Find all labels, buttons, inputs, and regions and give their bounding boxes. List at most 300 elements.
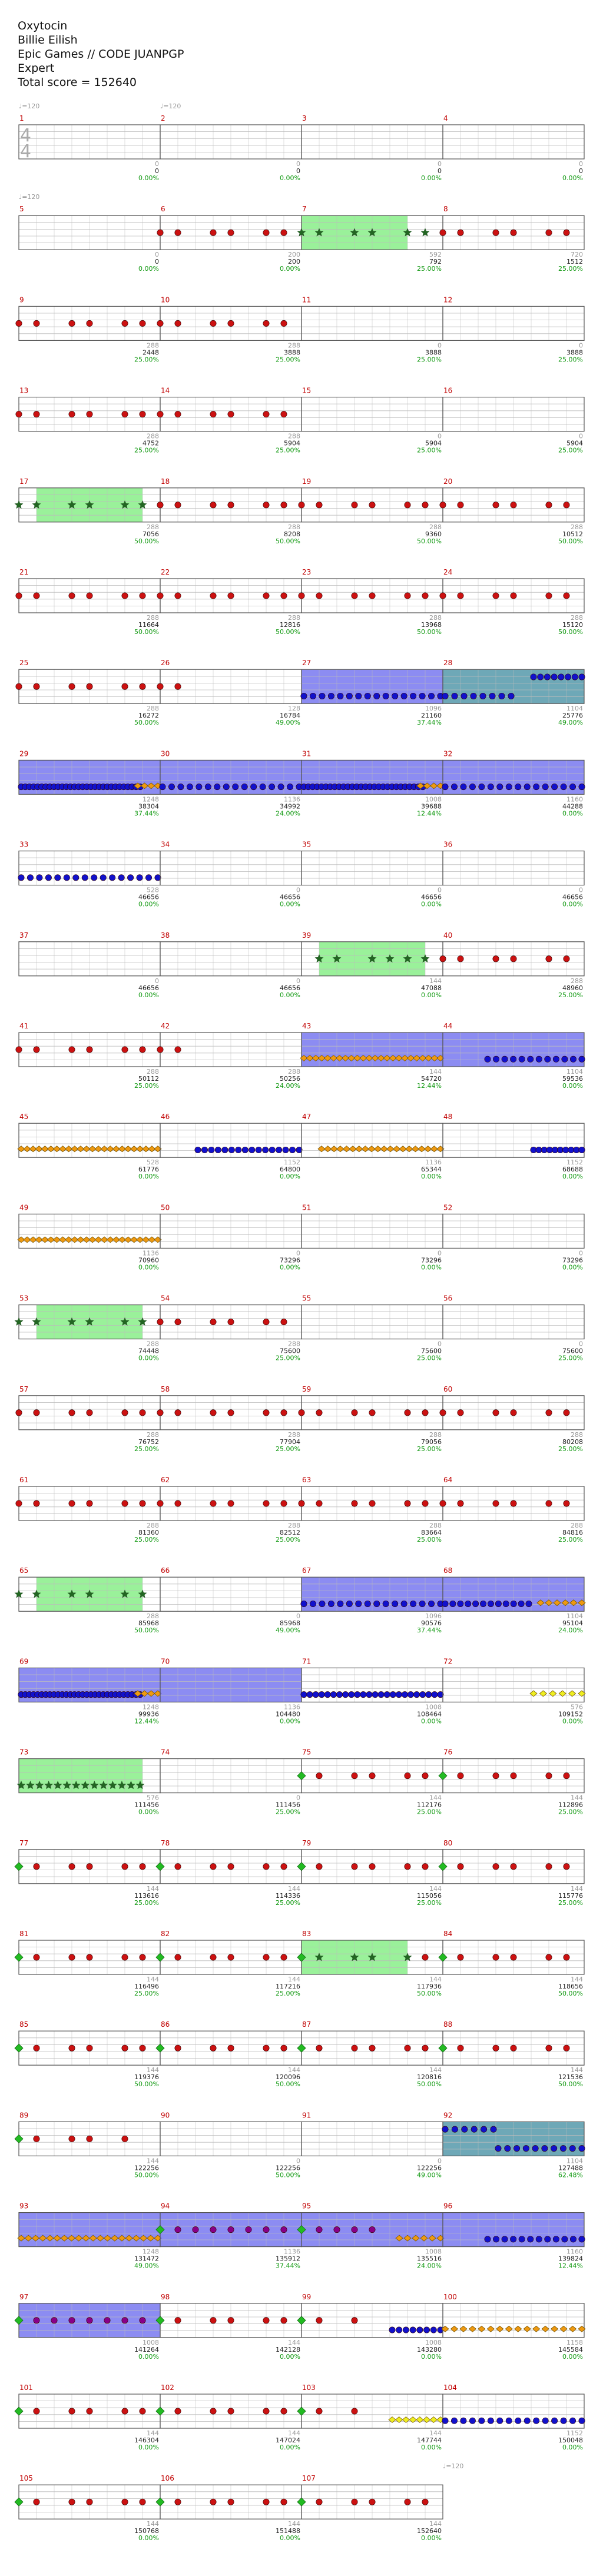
note-b	[569, 784, 575, 789]
overdrive-percent: 25.00%	[276, 446, 300, 454]
note-r	[210, 593, 216, 599]
measure-score: 1096	[425, 1612, 442, 1621]
note-r	[263, 230, 269, 235]
cumulative-score: 142128	[276, 2345, 300, 2353]
note-r	[157, 593, 163, 599]
note-b	[515, 784, 521, 789]
note-b	[208, 1147, 214, 1153]
note-r	[263, 502, 269, 508]
note-r	[458, 2045, 463, 2051]
cumulative-score: 77904	[280, 1438, 300, 1446]
overdrive-percent: 25.00%	[276, 1808, 300, 1816]
note-r	[69, 1501, 75, 1506]
overdrive-percent: 0.00%	[138, 174, 159, 182]
note-b	[579, 2145, 585, 2151]
note-b	[250, 784, 256, 789]
note-r	[87, 320, 92, 326]
note-r	[175, 1501, 181, 1506]
note-b	[579, 1147, 585, 1153]
measure-score: 288	[288, 1522, 300, 1529]
note-r	[493, 956, 499, 962]
note-r	[546, 1772, 552, 1778]
measure-number: 26	[161, 659, 170, 668]
note-p	[122, 2318, 128, 2323]
measure-number: 59	[302, 1385, 312, 1393]
measure-number: 73	[19, 1748, 29, 1757]
note-r	[458, 230, 463, 235]
note-g	[15, 1953, 23, 1961]
note-r	[34, 411, 39, 417]
measure-number: 100	[443, 2292, 457, 2301]
overdrive-percent: 50.00%	[134, 628, 159, 636]
measure-score: 0	[296, 1612, 300, 1621]
note-r	[16, 320, 22, 326]
note-b	[452, 693, 458, 699]
note-r	[228, 1954, 234, 1960]
note-b	[488, 1601, 493, 1606]
note-r	[564, 1954, 569, 1960]
cumulative-score: 34992	[280, 802, 300, 811]
note-b	[127, 875, 133, 881]
note-b	[407, 1691, 413, 1697]
note-b	[570, 2236, 576, 2242]
time-signature-numerator: 4	[20, 125, 32, 146]
measure-score: 144	[147, 2429, 159, 2437]
overdrive-percent: 25.00%	[417, 356, 442, 364]
note-b	[499, 693, 505, 699]
note-b	[460, 2418, 466, 2424]
measure-score: 0	[296, 886, 300, 894]
measure-score: 1152	[566, 2429, 583, 2437]
note-g	[297, 2316, 306, 2325]
note-g	[156, 1953, 164, 1961]
measure-number: 39	[302, 931, 312, 940]
note-r	[157, 1047, 163, 1053]
note-b	[337, 1601, 343, 1606]
measure-number: 15	[302, 386, 312, 395]
note-p	[316, 2226, 322, 2232]
note-r	[175, 1864, 181, 1870]
measure-score: 144	[288, 1976, 300, 1983]
note-r	[440, 502, 446, 508]
note-g	[439, 2044, 447, 2052]
overdrive-percent: 0.00%	[280, 1717, 300, 1725]
overdrive-percent: 12.44%	[417, 1082, 442, 1090]
note-r	[316, 502, 322, 508]
total-score-value: 152640	[94, 76, 137, 89]
note-g	[15, 2044, 23, 2052]
cumulative-score: 47088	[421, 984, 442, 992]
note-r	[210, 1410, 216, 1416]
note-p	[193, 2226, 198, 2232]
cumulative-score: 75600	[562, 1347, 583, 1355]
overdrive-percent: 0.00%	[421, 991, 442, 999]
measure-number: 55	[302, 1294, 312, 1303]
cumulative-score: 48960	[562, 984, 583, 992]
overdrive-percent: 0.00%	[421, 174, 442, 182]
note-r	[16, 1047, 22, 1053]
note-r	[175, 2408, 181, 2414]
measure-number: 106	[161, 2474, 174, 2483]
measure-number: 10	[161, 296, 170, 304]
note-b	[160, 784, 165, 789]
note-b	[168, 784, 174, 789]
cumulative-score: 111456	[276, 1801, 300, 1809]
note-r	[140, 1047, 145, 1053]
measure-number: 85	[19, 2020, 29, 2029]
overdrive-percent: 37.44%	[417, 719, 442, 727]
cumulative-score: 118656	[558, 1983, 583, 1990]
note-r	[263, 593, 269, 599]
note-b	[503, 1601, 509, 1606]
note-y	[559, 1691, 566, 1697]
note-r	[228, 1319, 234, 1324]
note-r	[564, 1864, 569, 1870]
note-r	[69, 320, 75, 326]
note-b	[356, 693, 362, 699]
overdrive-percent: 62.48%	[558, 2171, 583, 2179]
overdrive-percent: 0.00%	[421, 1173, 442, 1181]
note-r	[352, 502, 357, 508]
note-r	[122, 683, 128, 689]
measure-score: 0	[296, 977, 300, 985]
note-r	[140, 683, 145, 689]
note-b	[222, 1147, 228, 1153]
note-r	[157, 1319, 163, 1324]
note-b	[145, 875, 151, 881]
note-r	[281, 1501, 287, 1506]
cumulative-score: 99936	[138, 1710, 159, 1718]
cumulative-score: 8208	[284, 530, 300, 538]
measure-score: 288	[288, 1340, 300, 1348]
overdrive-percent: 25.00%	[558, 991, 583, 999]
overdrive-percent: 25.00%	[276, 1536, 300, 1543]
measure-number: 45	[19, 1113, 29, 1121]
measure-number: 8	[443, 205, 448, 214]
cumulative-score: 104480	[276, 1710, 300, 1718]
cumulative-score: 5904	[566, 439, 583, 447]
note-r	[228, 502, 234, 508]
overdrive-percent: 25.00%	[558, 356, 583, 364]
cumulative-score: 0	[579, 167, 583, 175]
measure-score: 1008	[425, 2248, 442, 2256]
note-r	[228, 320, 234, 326]
note-r	[405, 1501, 410, 1506]
measure-score: 144	[429, 977, 442, 985]
note-b	[354, 1691, 360, 1697]
note-d	[462, 2126, 468, 2132]
note-r	[546, 1410, 552, 1416]
note-b	[178, 784, 184, 789]
note-b	[356, 1601, 362, 1606]
cumulative-score: 117936	[417, 1983, 442, 1990]
cumulative-score: 7056	[143, 530, 159, 538]
note-b	[528, 1056, 534, 1062]
note-r	[34, 320, 39, 326]
note-r	[352, 1410, 357, 1416]
measure-score: 592	[429, 251, 442, 259]
note-b	[488, 784, 493, 789]
note-b	[442, 784, 448, 789]
measure-score: 1136	[425, 1158, 442, 1167]
note-r	[352, 1772, 357, 1778]
note-r	[263, 2499, 269, 2505]
cumulative-score: 65344	[421, 1166, 442, 1174]
cumulative-score: 146304	[134, 2436, 159, 2444]
cumulative-score: 13968	[421, 621, 442, 629]
cumulative-score: 9360	[425, 530, 442, 538]
cumulative-score: 21160	[421, 712, 442, 720]
note-r	[405, 1772, 410, 1778]
measure-score: 144	[429, 1794, 442, 1802]
note-r	[210, 1864, 216, 1870]
note-b	[287, 784, 293, 789]
note-b	[551, 2418, 557, 2424]
overdrive-percent: 0.00%	[138, 2352, 159, 2361]
time-signature-denominator: 4	[20, 141, 32, 162]
measure-number: 80	[443, 1838, 453, 1847]
note-b	[389, 2327, 395, 2333]
measure-score: 528	[147, 886, 159, 894]
measure-score: 128	[288, 705, 300, 713]
measure-score: 144	[429, 1884, 442, 1893]
note-d	[558, 674, 564, 680]
note-r	[281, 411, 287, 417]
overdrive-percent: 0.00%	[138, 900, 159, 908]
note-b	[561, 2418, 566, 2424]
note-r	[122, 593, 128, 599]
note-r	[511, 1954, 516, 1960]
note-r	[228, 1864, 234, 1870]
note-b	[45, 875, 51, 881]
note-g	[439, 1772, 447, 1780]
note-b	[366, 1691, 372, 1697]
note-b	[420, 1691, 426, 1697]
note-r	[175, 230, 181, 235]
cumulative-score: 109152	[558, 1710, 583, 1718]
note-r	[369, 502, 375, 508]
note-r	[511, 1410, 516, 1416]
note-b	[396, 2327, 402, 2333]
note-r	[34, 683, 39, 689]
note-r	[546, 593, 552, 599]
note-g	[297, 1772, 306, 1780]
cumulative-score: 112896	[558, 1801, 583, 1809]
cumulative-score: 73296	[562, 1256, 583, 1264]
measure-score: 1008	[425, 1703, 442, 1711]
note-r	[140, 320, 145, 326]
note-b	[523, 2145, 529, 2151]
overdrive-percent: 25.00%	[558, 1354, 583, 1362]
note-b	[515, 2418, 521, 2424]
note-b	[450, 1601, 456, 1606]
measure-score: 0	[438, 341, 442, 350]
measure-number: 12	[443, 296, 453, 304]
measure-number: 95	[302, 2202, 312, 2210]
cumulative-score: 44288	[562, 802, 583, 811]
overdrive-percent: 25.00%	[417, 1445, 442, 1453]
overdrive-percent: 0.00%	[421, 1263, 442, 1272]
note-r	[228, 2408, 234, 2414]
note-r	[175, 1319, 181, 1324]
note-b	[417, 2327, 423, 2333]
note-o	[524, 2326, 531, 2332]
note-r	[140, 1501, 145, 1506]
note-b	[508, 693, 514, 699]
note-r	[546, 956, 552, 962]
measure-number: 104	[443, 2384, 457, 2392]
note-b	[374, 1601, 380, 1606]
note-r	[263, 1954, 269, 1960]
overdrive-percent: 0.00%	[138, 2534, 159, 2542]
overdrive-percent: 49.00%	[134, 2262, 159, 2270]
note-r	[316, 2408, 322, 2414]
note-r	[352, 593, 357, 599]
measure-score: 0	[579, 1340, 583, 1348]
note-r	[316, 1410, 322, 1416]
note-r	[281, 1410, 287, 1416]
measure-number: 93	[19, 2202, 29, 2210]
cumulative-score: 152640	[417, 2527, 442, 2535]
overdrive-percent: 25.00%	[558, 265, 583, 273]
note-r	[140, 593, 145, 599]
measure-score: 144	[429, 1976, 442, 1983]
note-b	[480, 1601, 486, 1606]
cumulative-score: 73296	[280, 1256, 300, 1264]
overdrive-percent: 25.00%	[417, 1808, 442, 1816]
note-r	[87, 593, 92, 599]
note-b	[384, 1691, 390, 1697]
overdrive-percent: 25.00%	[417, 1536, 442, 1543]
song-title: Oxytocin	[18, 19, 68, 32]
overdrive-percent: 25.00%	[276, 1445, 300, 1453]
note-r	[87, 2136, 92, 2142]
note-b	[479, 2418, 485, 2424]
note-r	[422, 2045, 428, 2051]
note-r	[87, 2408, 92, 2414]
note-y	[396, 2417, 403, 2423]
measure-number: 71	[302, 1657, 312, 1666]
note-r	[511, 502, 516, 508]
note-b	[392, 1601, 397, 1606]
note-b	[269, 1147, 275, 1153]
measure-score: 144	[429, 2066, 442, 2074]
measure-number: 19	[302, 477, 312, 486]
note-r	[175, 683, 181, 689]
note-r	[352, 2499, 357, 2505]
measure-score: 0	[438, 1249, 442, 1257]
note-r	[564, 593, 569, 599]
measure-score: 0	[438, 2157, 442, 2165]
note-b	[579, 1056, 585, 1062]
note-o	[569, 2326, 577, 2332]
cumulative-score: 114336	[276, 1891, 300, 1900]
note-r	[263, 1319, 269, 1324]
overdrive-percent: 0.00%	[280, 2352, 300, 2361]
total-score-label: Total score =	[18, 76, 94, 89]
note-r	[511, 956, 516, 962]
overdrive-percent: 25.00%	[134, 1536, 159, 1543]
note-r	[140, 1410, 145, 1416]
note-r	[87, 2499, 92, 2505]
cumulative-score: 82512	[280, 1529, 300, 1536]
measure-score: 1136	[284, 1703, 300, 1711]
measure-number: 61	[19, 1476, 29, 1484]
measure-score: 200	[288, 251, 300, 259]
measure-number: 58	[161, 1385, 170, 1393]
measure-score: 288	[147, 1522, 159, 1529]
note-b	[471, 693, 476, 699]
note-b	[346, 1601, 352, 1606]
cumulative-score: 131472	[134, 2255, 159, 2263]
measure-score: 288	[571, 1430, 583, 1439]
note-r	[493, 1501, 499, 1506]
note-b	[372, 1691, 378, 1697]
overdrive-percent: 24.00%	[417, 2262, 442, 2270]
note-r	[281, 1864, 287, 1870]
note-r	[511, 230, 516, 235]
measure-score: 144	[147, 1976, 159, 1983]
cumulative-score: 127488	[558, 2164, 583, 2172]
measure-score: 288	[288, 432, 300, 440]
measure-score: 1104	[566, 1612, 583, 1621]
note-b	[27, 875, 33, 881]
note-r	[16, 1501, 22, 1506]
cumulative-score: 46656	[138, 984, 159, 992]
cumulative-score: 122256	[417, 2164, 442, 2172]
note-r	[440, 956, 446, 962]
note-r	[140, 1954, 145, 1960]
note-g	[297, 2407, 306, 2415]
measure-score: 0	[155, 251, 159, 259]
note-r	[157, 230, 163, 235]
overdrive-percent: 50.00%	[417, 628, 442, 636]
note-b	[336, 1691, 342, 1697]
cumulative-score: 200	[288, 258, 300, 266]
measure-score: 144	[147, 2520, 159, 2528]
note-r	[210, 2499, 216, 2505]
note-b	[551, 784, 557, 789]
note-b	[430, 2327, 436, 2333]
note-r	[34, 1954, 39, 1960]
note-o	[496, 2326, 503, 2332]
overdrive-percent: 49.00%	[417, 2171, 442, 2179]
measure-score: 144	[571, 1976, 583, 1983]
note-r	[369, 1864, 375, 1870]
note-b	[346, 693, 352, 699]
note-r	[458, 1864, 463, 1870]
note-r	[228, 411, 234, 417]
note-r	[122, 1954, 128, 1960]
overdrive-percent: 24.00%	[276, 809, 300, 818]
note-p	[175, 2226, 181, 2232]
note-p	[34, 2318, 39, 2323]
note-b	[289, 1147, 295, 1153]
measure-number: 43	[302, 1022, 312, 1030]
measure-score: 288	[288, 523, 300, 531]
measure-score: 144	[288, 2520, 300, 2528]
cumulative-score: 64800	[280, 1166, 300, 1174]
note-r	[422, 593, 428, 599]
measure-number: 41	[19, 1022, 29, 1030]
measure-number: 32	[443, 749, 453, 758]
note-r	[34, 2408, 39, 2414]
measure-score: 288	[429, 1522, 442, 1529]
measure-number: 5	[19, 205, 24, 214]
note-b	[502, 1056, 508, 1062]
measure-number: 107	[302, 2474, 316, 2483]
note-r	[263, 1410, 269, 1416]
